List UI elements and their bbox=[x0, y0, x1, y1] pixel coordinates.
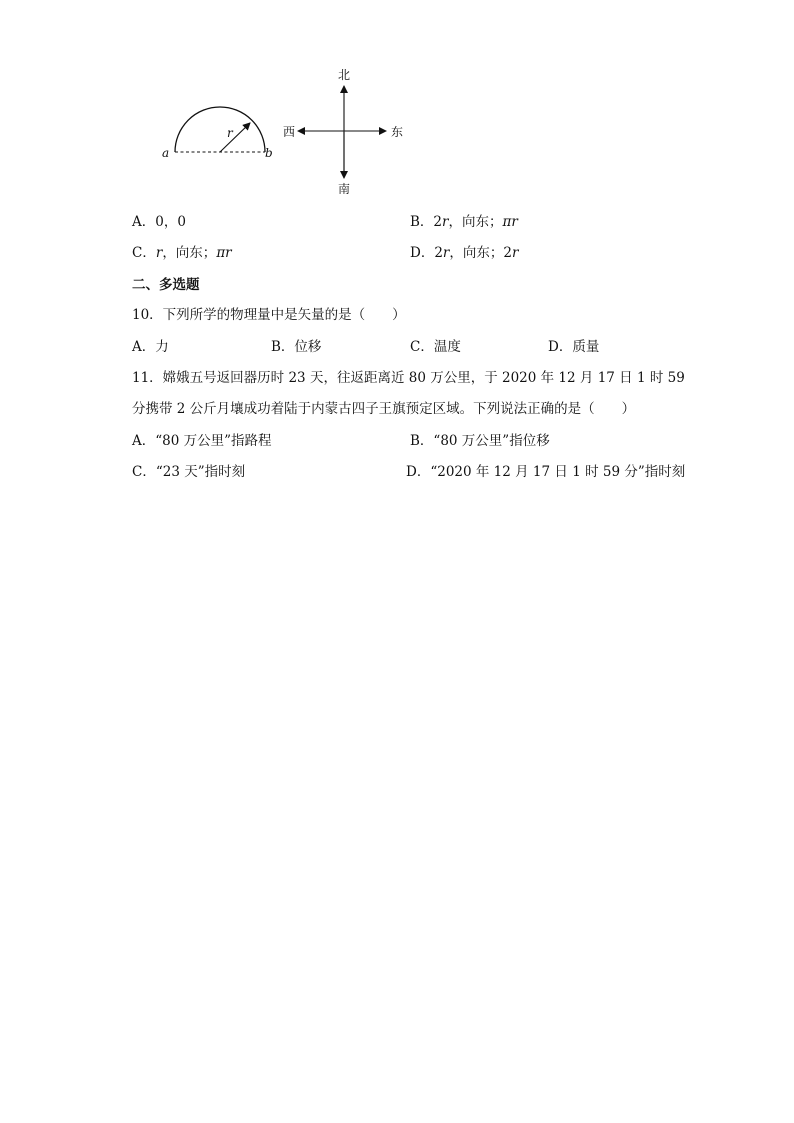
option-letter: D． bbox=[406, 464, 431, 480]
option-text: “80 万公里”指路程 bbox=[155, 433, 272, 449]
option-text: 2 bbox=[434, 245, 443, 261]
option-var: r bbox=[155, 245, 163, 261]
semicircle-compass-diagram bbox=[150, 62, 420, 202]
q11-option-d bbox=[406, 462, 685, 482]
option-letter: A． bbox=[132, 339, 156, 355]
q11-option-a bbox=[132, 431, 272, 451]
option-text: ，向东； bbox=[448, 214, 503, 230]
compass-east-label: 东 bbox=[391, 125, 404, 139]
label-b: b bbox=[265, 146, 273, 160]
option-letter: C． bbox=[132, 245, 156, 261]
option-text: 力 bbox=[155, 339, 169, 355]
q11-option-c bbox=[132, 462, 245, 482]
option-letter: C． bbox=[410, 339, 434, 355]
option-text: 温度 bbox=[433, 339, 461, 355]
option-letter: B． bbox=[271, 339, 295, 355]
option-letter: A． bbox=[132, 214, 156, 230]
option-letter: C． bbox=[132, 464, 156, 480]
q9-option-c bbox=[132, 243, 232, 263]
q9-option-a bbox=[132, 212, 186, 232]
option-text: 质量 bbox=[572, 339, 600, 355]
compass-north-label: 北 bbox=[338, 68, 351, 82]
option-text: “23 天”指时刻 bbox=[155, 464, 246, 480]
label-r: r bbox=[227, 126, 233, 140]
option-text: 0，0 bbox=[155, 214, 186, 230]
compass-west-label: 西 bbox=[283, 125, 296, 139]
q10-option-c bbox=[410, 337, 461, 357]
option-var: r bbox=[442, 214, 449, 230]
option-pi: πr bbox=[216, 245, 232, 261]
compass-south-label: 南 bbox=[338, 182, 351, 196]
option-var: r bbox=[442, 245, 450, 261]
option-pi: πr bbox=[502, 214, 518, 230]
option-var: r bbox=[511, 245, 519, 261]
radius-arrow bbox=[220, 123, 250, 152]
q10-stem: 10．下列所学的物理量中是矢量的是（ ） bbox=[132, 307, 406, 323]
q10-option-d bbox=[548, 337, 599, 357]
q9-option-b bbox=[410, 212, 518, 232]
option-text: 位移 bbox=[294, 339, 322, 355]
q10-option-a bbox=[132, 337, 169, 357]
q9-option-d bbox=[410, 243, 518, 263]
q11-option-b bbox=[410, 431, 550, 451]
option-text: ，向东； bbox=[162, 245, 217, 261]
label-a: a bbox=[162, 146, 170, 160]
q11-stem-line1: 11．嫦娥五号返回器历时 23 天，往返距离近 80 万公里，于 2020 年 12 月 17 日 1 时 59 bbox=[132, 370, 685, 386]
option-letter: B． bbox=[410, 214, 434, 230]
option-letter: A． bbox=[132, 433, 156, 449]
section-title: 二、多选题 bbox=[132, 277, 200, 293]
option-letter: D． bbox=[410, 245, 435, 261]
option-text: 2 bbox=[433, 214, 443, 230]
q11-stem-line2: 分携带 2 公斤月壤成功着陆于内蒙古四子王旗预定区域。下列说法正确的是（ ） bbox=[132, 401, 636, 417]
option-letter: D． bbox=[548, 339, 573, 355]
option-text: “2020 年 12 月 17 日 1 时 59 分”指时刻 bbox=[430, 464, 686, 480]
option-letter: B． bbox=[410, 433, 434, 449]
q10-option-b bbox=[271, 337, 321, 357]
option-text: “80 万公里”指位移 bbox=[433, 433, 550, 449]
semicircle-arc bbox=[175, 107, 265, 152]
option-text: ，向东；2 bbox=[449, 245, 512, 261]
diagram-figure bbox=[150, 62, 420, 202]
